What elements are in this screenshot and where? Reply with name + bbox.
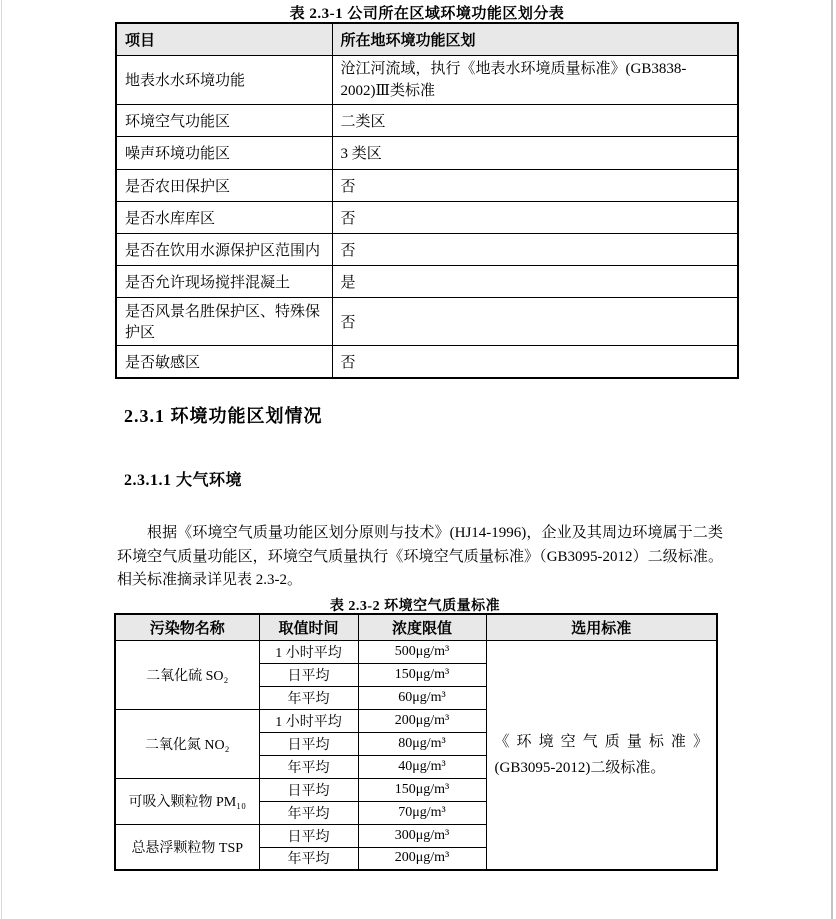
period-cell: 1 小时平均 — [259, 709, 358, 732]
table-row — [116, 233, 738, 265]
table-header-row — [115, 614, 717, 640]
row-value-cell: 3 类区 — [332, 136, 738, 169]
limit-cell: 70μg/m³ — [358, 801, 486, 824]
standard-code: (GB3095-2012)二级标准。 — [494, 759, 666, 776]
pollutant-name-cell: 可吸入颗粒物 PM₁₀ — [115, 778, 259, 824]
table-row — [116, 201, 738, 233]
table-row — [116, 55, 738, 104]
row-value-cell: 否 — [332, 345, 738, 378]
pollutant-name-cell: 总悬浮颗粒物 TSP — [115, 824, 259, 870]
column-header-value: 所在地环境功能区划 — [332, 23, 738, 55]
column-header-item: 项目 — [116, 23, 332, 55]
table-row — [115, 640, 717, 663]
table-2-3-2-title: 表 2.3-2 环境空气质量标准 — [329, 599, 501, 614]
row-value-cell: 是 — [332, 265, 738, 297]
period-cell: 日平均 — [259, 663, 358, 686]
air-environment-paragraph: 根据《环境空气质量功能区划分原则与技术》(HJ14-1996)，企业及其周边环境属于二类环境空气质量功能区，环境空气质量执行《环境空气质量标准》（GB3095-2012）二级标准。相关标准摘录详见表 2.3-2。 — [117, 525, 723, 588]
table-header-row — [116, 23, 738, 55]
row-label-cell: 是否农田保护区 — [116, 169, 332, 201]
table-2-3-1 — [115, 22, 739, 379]
row-value-cell: 二类区 — [332, 104, 738, 136]
limit-cell: 200μg/m³ — [358, 847, 486, 870]
row-value-cell: 沧江河流域，执行《地表水环境质量标准》(GB3838-2002)Ⅲ类标准 — [332, 55, 738, 104]
row-label-cell: 地表水水环境功能 — [116, 55, 332, 104]
table-row — [116, 169, 738, 201]
limit-cell: 500μg/m³ — [358, 640, 486, 663]
section-heading-2-3-1-1: 2.3.1.1 大气环境 — [124, 472, 243, 489]
table-row — [116, 136, 738, 169]
row-value-cell: 否 — [332, 169, 738, 201]
row-label-cell: 是否敏感区 — [116, 345, 332, 378]
period-cell: 年平均 — [259, 847, 358, 870]
limit-cell: 40μg/m³ — [358, 755, 486, 778]
row-label-cell: 是否水库库区 — [116, 201, 332, 233]
table-row — [116, 265, 738, 297]
period-cell: 年平均 — [259, 755, 358, 778]
column-header-standard: 选用标准 — [486, 614, 717, 640]
page-edge-right — [831, 0, 833, 919]
period-cell: 日平均 — [259, 732, 358, 755]
column-header-period: 取值时间 — [259, 614, 358, 640]
period-cell: 1 小时平均 — [259, 640, 358, 663]
row-value-cell: 否 — [332, 201, 738, 233]
row-value-cell: 否 — [332, 233, 738, 265]
row-value-cell: 否 — [332, 297, 738, 345]
period-cell: 日平均 — [259, 824, 358, 847]
column-header-limit: 浓度限值 — [358, 614, 486, 640]
table-row — [116, 297, 738, 345]
row-label-cell: 噪声环境功能区 — [116, 136, 332, 169]
row-label-cell: 是否允许现场搅拌混凝土 — [116, 265, 332, 297]
row-label-cell: 是否风景名胜保护区、特殊保护区 — [116, 297, 332, 345]
limit-cell: 80μg/m³ — [358, 732, 486, 755]
limit-cell: 60μg/m³ — [358, 686, 486, 709]
standard-cell — [486, 640, 717, 870]
row-label-cell: 环境空气功能区 — [116, 104, 332, 136]
pollutant-name-cell: 二氧化氮 NO₂ — [115, 709, 259, 778]
section-heading-2-3-1: 2.3.1 环境功能区划情况 — [124, 406, 323, 426]
limit-cell: 150μg/m³ — [358, 663, 486, 686]
pollutant-name-cell: 二氧化硫 SO₂ — [115, 640, 259, 709]
period-cell: 年平均 — [259, 801, 358, 824]
column-header-pollutant: 污染物名称 — [115, 614, 259, 640]
table-2-3-2 — [114, 613, 718, 871]
period-cell: 日平均 — [259, 778, 358, 801]
standard-name: 《环境空气质量标准》 — [494, 733, 708, 750]
limit-cell: 200μg/m³ — [358, 709, 486, 732]
table-row — [116, 104, 738, 136]
table-2-3-1-title: 表 2.3-1 公司所在区域环境功能区划分表 — [289, 6, 565, 22]
period-cell: 年平均 — [259, 686, 358, 709]
limit-cell: 150μg/m³ — [358, 778, 486, 801]
row-label-cell: 是否在饮用水源保护区范围内 — [116, 233, 332, 265]
page-edge-left — [1, 0, 2, 919]
table-row — [116, 345, 738, 378]
limit-cell: 300μg/m³ — [358, 824, 486, 847]
